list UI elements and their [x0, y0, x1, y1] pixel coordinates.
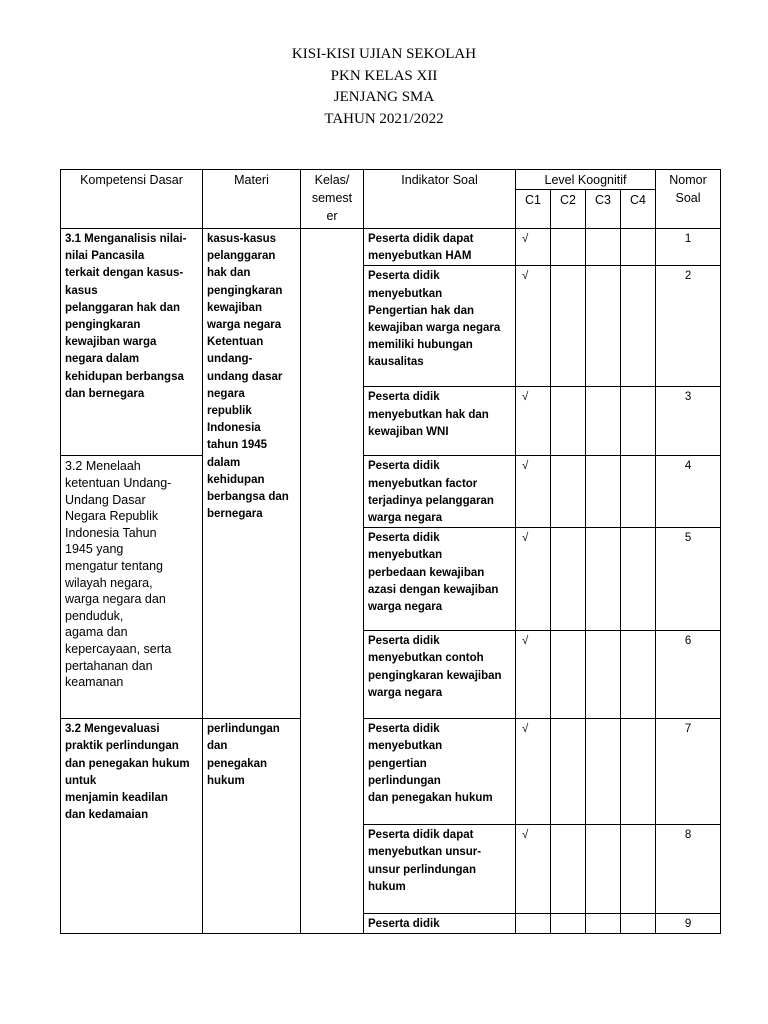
table-row: [61, 229, 721, 266]
c3-cell: [586, 387, 621, 456]
title-line-1: KISI-KISI UJIAN SEKOLAH: [291, 46, 477, 62]
c3-cell: [586, 266, 621, 387]
header-indikator-soal: Indikator Soal: [364, 170, 516, 229]
c4-cell: [621, 825, 656, 914]
title-line-4: TAHUN 2021/2022: [324, 110, 444, 127]
c3-cell: [586, 631, 621, 719]
c4-cell: [621, 266, 656, 387]
indikator-cell: Peserta didik menyebutkan pengertian perlindungan dan penegakan hukum: [364, 719, 516, 825]
header-c4: C4: [621, 190, 656, 229]
c3-cell: [586, 528, 621, 631]
indikator-cell: Peserta didik dapat menyebutkan unsur- unsur perlindungan hukum: [364, 825, 516, 914]
indikator-cell: Peserta didik dapat menyebutkan HAM: [364, 229, 516, 266]
header-kompetensi-dasar: Kompetensi Dasar: [61, 170, 203, 229]
indikator-cell: Peserta didik menyebutkan factor terjadinya pelanggaran warga negara: [364, 456, 516, 528]
c4-cell: [621, 229, 656, 266]
indikator-cell: Peserta didik menyebutkan perbedaan kewajiban azasi dengan kewajiban warga negara: [364, 528, 516, 631]
c1-check: √: [516, 528, 551, 631]
nomor-soal-cell: 4: [656, 456, 721, 528]
indikator-cell: Peserta didik menyebutkan hak dan kewajiban WNI: [364, 387, 516, 456]
header-level-kognitif: Level Koognitif: [516, 170, 656, 190]
kd-3-2-cell: 3.2 Menelaah ketentuan Undang- Undang Dasar Negara Republik Indonesia Tahun 1945 yang mengatur tentang wilayah negara, warga negara dan penduduk, agama dan kepercayaan, serta pertahanan dan keamanan: [61, 456, 203, 719]
kelas-semester-cell: [301, 229, 364, 934]
header-c3: C3: [586, 190, 621, 229]
c1-check: √: [516, 631, 551, 719]
c1-check: √: [516, 719, 551, 825]
table-row: [61, 719, 721, 825]
c3-cell: [586, 456, 621, 528]
indikator-cell: Peserta didik menyebutkan contoh pengingkaran kewajiban warga negara: [364, 631, 516, 719]
nomor-soal-cell: 6: [656, 631, 721, 719]
header-nomor-soal: Nomor Soal: [656, 170, 721, 229]
c4-cell: [621, 914, 656, 934]
c4-cell: [621, 456, 656, 528]
title-line-3: JENJANG SMA: [333, 89, 435, 105]
nomor-soal-cell: 1: [656, 229, 721, 266]
nomor-soal-cell: 9: [656, 914, 721, 934]
c2-cell: [551, 631, 586, 719]
c4-cell: [621, 631, 656, 719]
materi-cell-1: kasus-kasus pelanggaran hak dan pengingkaran kewajiban warga negara Ketentuan undang- undang dasar negara republik Indonesia tahun 1945 dalam kehidupan berbangsa dan bernegara: [203, 229, 301, 719]
c3-cell: [586, 914, 621, 934]
nomor-soal-cell: 5: [656, 528, 721, 631]
header-c1: C1: [516, 190, 551, 229]
kd-3-1-cell: 3.1 Menganalisis nilai- nilai Pancasila terkait dengan kasus- kasus pelanggaran hak dan pengingkaran kewajiban warga negara dalam kehidupan berbangsa dan bernegara: [61, 229, 203, 456]
c4-cell: [621, 719, 656, 825]
nomor-soal-cell: 2: [656, 266, 721, 387]
c1-check: √: [516, 266, 551, 387]
header-kelas-semester: Kelas/ semest er: [301, 170, 364, 229]
nomor-soal-cell: 7: [656, 719, 721, 825]
c3-cell: [586, 229, 621, 266]
header-materi: Materi: [203, 170, 301, 229]
c2-cell: [551, 914, 586, 934]
c3-cell: [586, 825, 621, 914]
c4-cell: [621, 387, 656, 456]
c1-check: √: [516, 825, 551, 914]
kisi-kisi-table: [60, 169, 721, 934]
c1-check: √: [516, 229, 551, 266]
header-c2: C2: [551, 190, 586, 229]
c3-cell: [586, 719, 621, 825]
indikator-cell: Peserta didik: [364, 914, 516, 934]
header-row-1: [61, 170, 721, 190]
table-row: [61, 456, 721, 528]
c2-cell: [551, 229, 586, 266]
c2-cell: [551, 719, 586, 825]
title-line-2: PKN KELAS XII: [330, 67, 438, 84]
kd-3-2-evaluasi-cell: 3.2 Mengevaluasi praktik perlindungan dan penegakan hukum untuk menjamin keadilan dan kedamaian: [61, 719, 203, 934]
c2-cell: [551, 266, 586, 387]
c1-check: √: [516, 387, 551, 456]
c2-cell: [551, 387, 586, 456]
c1-cell: [516, 914, 551, 934]
c1-check: √: [516, 456, 551, 528]
nomor-soal-cell: 3: [656, 387, 721, 456]
nomor-soal-cell: 8: [656, 825, 721, 914]
materi-cell-2: perlindungan dan penegakan hukum: [203, 719, 301, 934]
c2-cell: [551, 825, 586, 914]
c4-cell: [621, 528, 656, 631]
c2-cell: [551, 456, 586, 528]
indikator-cell: Peserta didik menyebutkan Pengertian hak dan kewajiban warga negara memiliki hubungan kausalitas: [364, 266, 516, 387]
c2-cell: [551, 528, 586, 631]
document-title: [0, 44, 768, 130]
